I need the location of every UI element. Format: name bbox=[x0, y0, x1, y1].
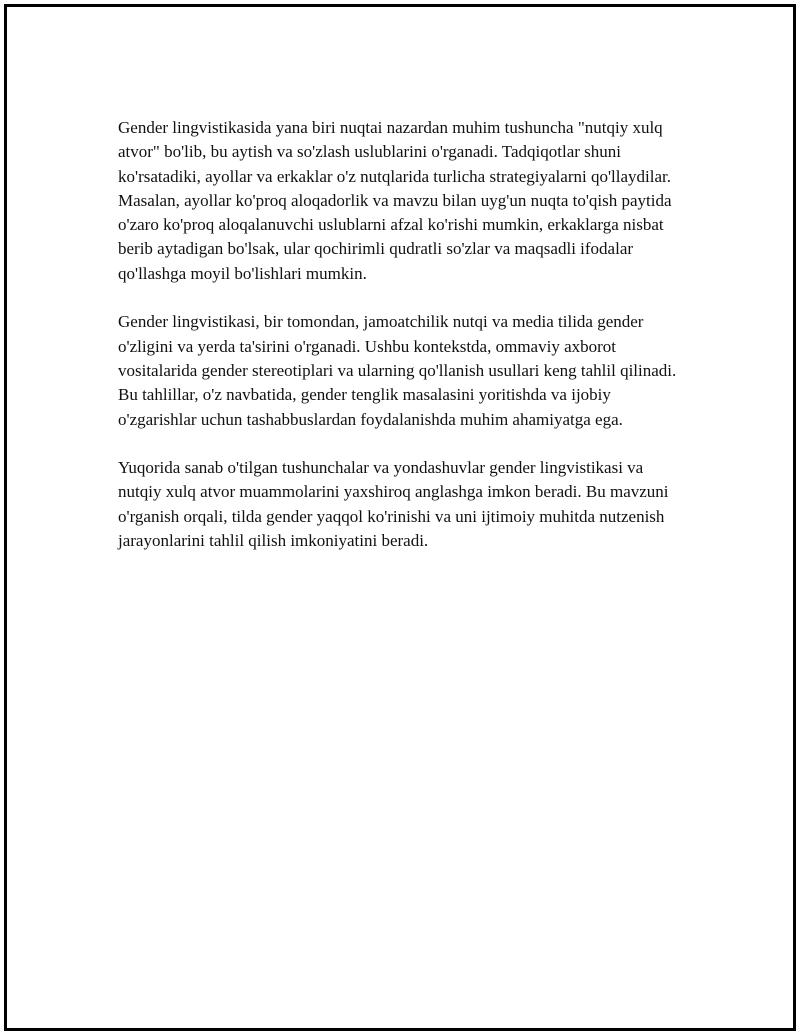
paragraph-2: Gender lingvistikasi, bir tomondan, jamoatchilik nutqi va media tilida gender o'zligini va yerda ta'sirini o'rganadi. Ushbu kontekstda, ommaviy axborot vositalarida gender stereotiplari va ularning qo'llanish usullari keng tahlil qilinadi. Bu tahlillar, o'z navbatida, gender tenglik masalasini yoritishda va ijobiy o'zgarishlar uchun tashabbuslardan foydalanishda muhim ahamiyatga ega. bbox=[118, 312, 677, 429]
paragraph-1: Gender lingvistikasida yana biri nuqtai nazardan muhim tushuncha "nutqiy xulq atvor" bo'lib, bu aytish va so'zlash uslublarini o'rganadi. Tadqiqotlar shuni ko'rsatadiki, ayollar va erkaklar o'z nutqlarida turlicha strategiyalarni qo'llaydilar. Masalan, ayollar ko'proq aloqadorlik va mavzu bilan uyg'un nuqta to'qish paytida o'zaro ko'proq aloqalanuvchi uslublarni afzal ko'rishi mumkin, erkaklarga nisbat berib aytadigan bo'lsak, ular qochirimli qudratli so'zlar va maqsadli ifodalar qo'llashga moyil bo'lishlari mumkin. bbox=[118, 118, 672, 283]
document-body bbox=[118, 116, 683, 578]
paragraph-3: Yuqorida sanab o'tilgan tushunchalar va yondashuvlar gender lingvistikasi va nutqiy xulq atvor muammolarini yaxshiroq anglashga imkon beradi. Bu mavzuni o'rganish orqali, tilda gender yaqqol ko'rinishi va uni ijtimoiy muhitda nutzenish jarayonlarini tahlil qilish imkoniyatini beradi. bbox=[118, 458, 669, 551]
